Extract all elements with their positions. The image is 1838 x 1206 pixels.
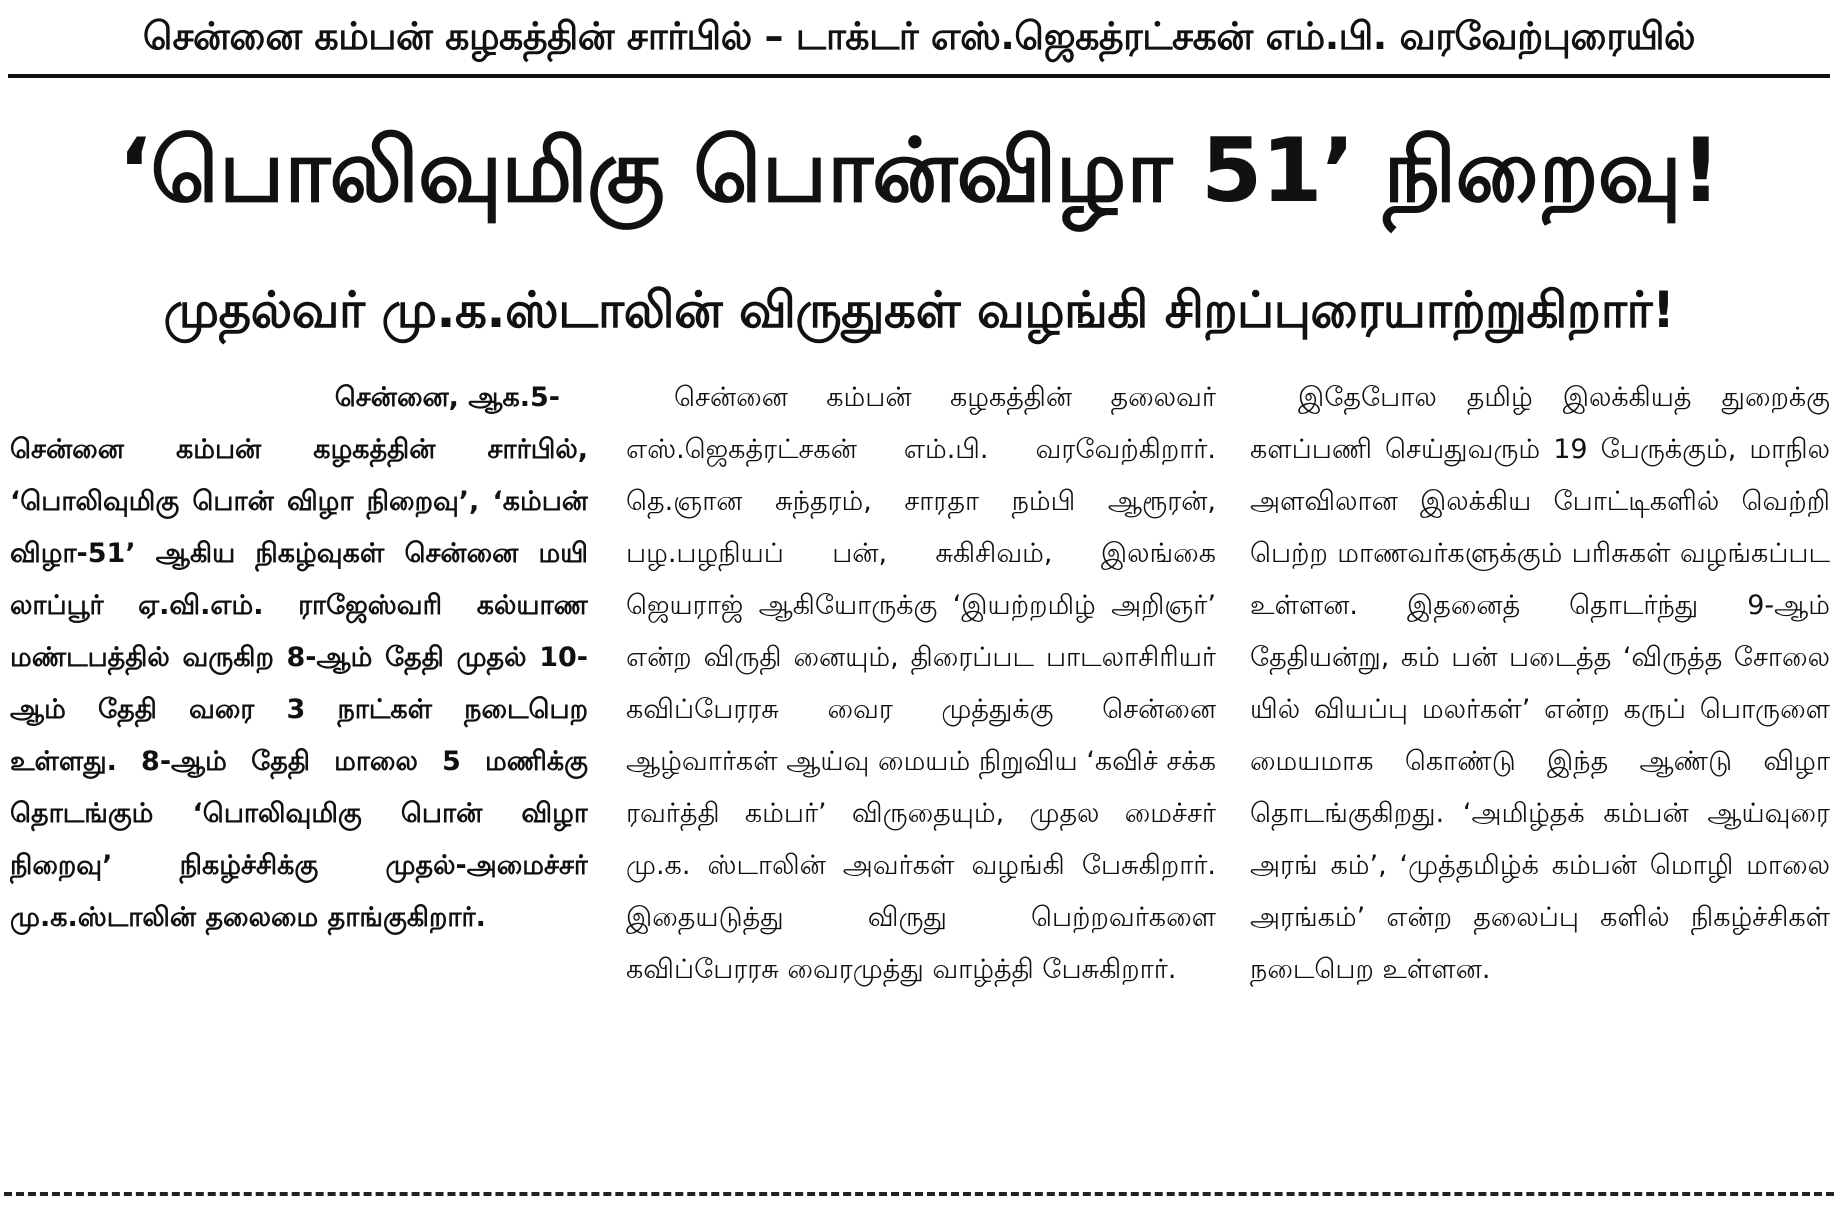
kicker-line: சென்னை கம்பன் கழகத்தின் சார்பில் – டாக்டர் எஸ்.ஜெகத்ரட்சகன் எம்.பி. வரவேற்புரையில் [142, 14, 1696, 58]
column-1 [10, 372, 588, 1162]
column-3 [1250, 372, 1830, 1162]
subheadline: முதல்வர் மு.க.ஸ்டாலின் விருதுகள் வழங்கி சிறப்புரையாற்றுகிறார்! [163, 281, 1675, 339]
dateline: சென்னை, ஆக.5- [334, 382, 560, 413]
dashed-divider [4, 1192, 1834, 1196]
headline: ‘பொலிவுமிகு பொன்விழா 51’ நிறைவு! [118, 119, 1720, 222]
column-3-text: இதேபோல தமிழ் இலக்கியத் துறைக்கு களப்பணி செய்துவரும் 19 பேருக்கும், மாநில அளவிலான இலக்கிய போட்டிகளில் வெற்றி பெற்ற மாணவர்களுக்கும் பரிசுகள் வழங்கப்பட உள்ளன. இதனைத் தொடர்ந்து 9-ஆம் தேதியன்று, கம் பன் படைத்த ‘விருத்த சோலை யில் வியப்பு மலர்கள்’ என்ற கருப் பொருளை மையமாக கொண்டு இந்த ஆண்டு விழா தொடங்குகிறது. ‘அமிழ்தக் கம்பன் ஆய்வுரை அரங் கம்’, ‘முத்தமிழ்க் கம்பன் மொழி மாலை அரங்கம்’ என்ற தலைப்பு களில் நிகழ்ச்சிகள் நடைபெற உள்ளன. [1250, 382, 1830, 985]
kicker-divider [8, 74, 1830, 78]
column-2-text: சென்னை கம்பன் கழகத்தின் தலைவர் எஸ்.ஜெகத்ரட்சகன் எம்.பி. வரவேற்கிறார். தெ.ஞான சுந்தரம், சாரதா நம்பி ஆரூரன், பழ.பழநியப் பன், சுகிசிவம், இலங்கை ஜெயராஜ் ஆகியோருக்கு ‘இயற்றமிழ் அறிஞர்’ என்ற விருதி னையும், திரைப்பட பாடலாசிரியர் கவிப்பேரரசு வைர முத்துக்கு சென்னை ஆழ்வார்கள் ஆய்வு மையம் நிறுவிய ‘கவிச் சக்க ரவர்த்தி கம்பர்’ விருதையும், முதல மைச்சர் மு.க. ஸ்டாலின் அவர்கள் வழங்கி பேசுகிறார். இதையடுத்து விருது பெற்றவர்களை கவிப்பேரரசு வைரமுத்து வாழ்த்தி பேசுகிறார். [626, 382, 1216, 985]
column-2 [626, 372, 1216, 1162]
column-1-text: சென்னை கம்பன் கழகத்தின் சார்பில், ‘பொலிவுமிகு பொன் விழா நிறைவு’, ‘கம்பன் விழா-51’ ஆகிய நிகழ்வுகள் சென்னை மயி லாப்பூர் ஏ.வி.எம். ராஜேஸ்வரி கல்யாண மண்டபத்தில் வருகிற 8-ஆம் தேதி முதல் 10-ஆம் தேதி வரை 3 நாட்கள் நடைபெற உள்ளது. 8-ஆம் தேதி மாலை 5 மணிக்கு தொடங்கும் ‘பொலிவுமிகு பொன் விழா நிறைவு’ நிகழ்ச்சிக்கு முதல்-அமைச்சர் மு.க.ஸ்டாலின் தலைமை தாங்குகிறார். [10, 434, 588, 933]
